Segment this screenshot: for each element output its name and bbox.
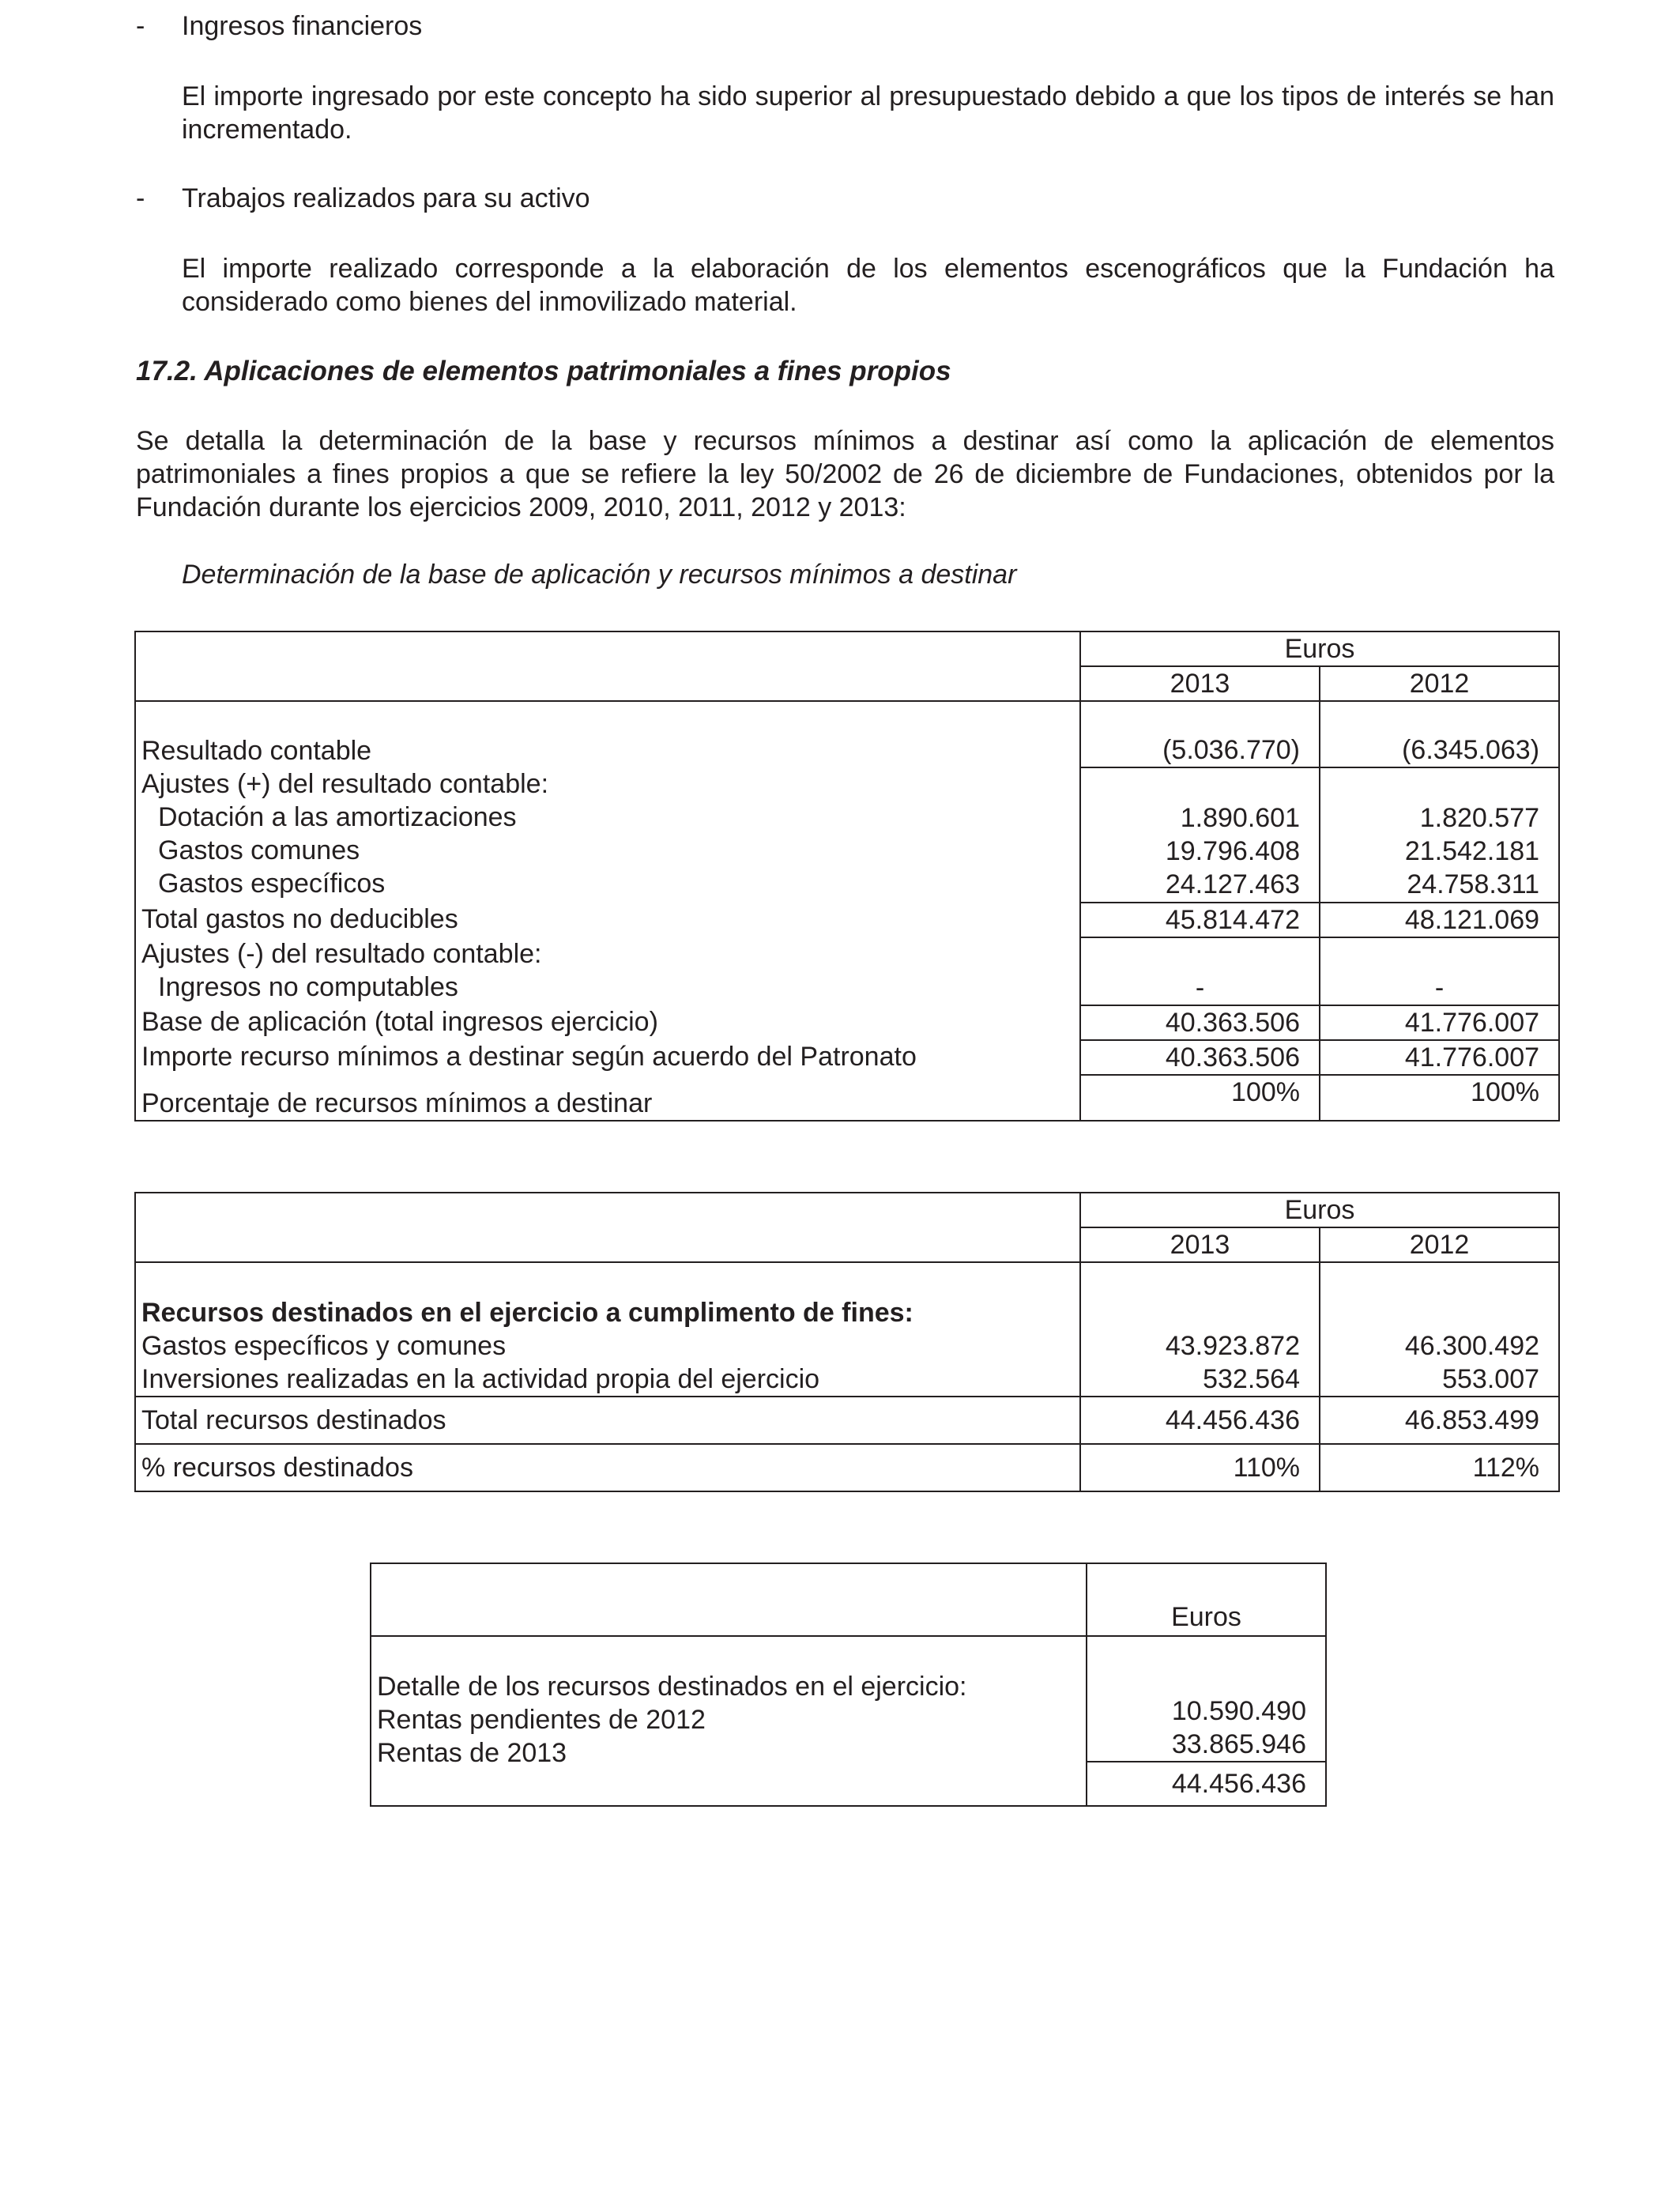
table-row: Porcentaje de recursos mínimos a destinar 100% 100% <box>135 1075 1559 1121</box>
table-row: Total recursos destinados 44.456.436 46.853.499 <box>135 1397 1559 1444</box>
table-row: Recursos destinados en el ejercicio a cumplimento de fines: Gastos específicos y comunes Inversiones realizadas en la actividad propia del ejercicio 43.923.872 532.564 46.300.492 553.007 <box>135 1262 1559 1397</box>
table-row: Importe recurso mínimos a destinar según acuerdo del Patronato 40.363.506 41.776.007 <box>135 1040 1559 1075</box>
table-row: Ajustes (+) del resultado contable: Dotación a las amortizaciones Gastos comunes Gastos específicos 1.890.601 19.796.408 24.127.463 1.820.577 21.542.181 24.758.311 <box>135 767 1559 903</box>
table2-header-year-2012: 2012 <box>1320 1227 1559 1262</box>
table-row: Resultado contable (5.036.770) (6.345.063) <box>135 701 1559 767</box>
table2-header-year-2013: 2013 <box>1080 1227 1320 1262</box>
bullet-title-ingresos: Ingresos financieros <box>182 11 423 41</box>
table-row: % recursos destinados 110% 112% <box>135 1444 1559 1491</box>
table3-header-currency: Euros <box>1087 1563 1326 1636</box>
section-paragraph: Se detalla la determinación de la base y recursos mínimos a destinar así como la aplicación de elementos patrimoniales a fines propios a que se refiere la ley 50/2002 de 26 de diciembre de Fundaciones, obtenidos por la Fundación durante los ejercicios 2009, 2010, 2011, 2012 y 2013: <box>136 426 1554 522</box>
table3-header-blank <box>371 1563 1087 1636</box>
section-subheading: Determinación de la base de aplicación y recursos mínimos a destinar <box>182 560 1017 590</box>
bullet-dash-1: - <box>136 11 145 41</box>
table1-header-blank <box>135 631 1080 701</box>
bullet-title-trabajos: Trabajos realizados para su activo <box>182 183 590 213</box>
table-row: Total gastos no deducibles 45.814.472 48.121.069 <box>135 903 1559 937</box>
table1-header-year-2013: 2013 <box>1080 666 1320 701</box>
table-recursos-destinados <box>134 1192 1560 1492</box>
table-row: Ajustes (-) del resultado contable: Ingresos no computables - - <box>135 937 1559 1005</box>
table2-header-blank <box>135 1193 1080 1262</box>
bullet-body-trabajos: El importe realizado corresponde a la elaboración de los elementos escenográficos que la Fundación ha considerado como bienes del inmovilizado material. <box>182 254 1554 317</box>
table-row: 44.456.436 <box>371 1762 1326 1806</box>
table1-header-year-2012: 2012 <box>1320 666 1559 701</box>
table1-header-currency: Euros <box>1080 631 1559 666</box>
bullet-body-ingresos: El importe ingresado por este concepto ha sido superior al presupuestado debido a que los tipos de interés se han incrementado. <box>182 81 1554 145</box>
table2-header-currency: Euros <box>1080 1193 1559 1227</box>
table-detalle-recursos <box>370 1563 1327 1807</box>
table-base-aplicacion <box>134 631 1560 1122</box>
table-row: Base de aplicación (total ingresos ejercicio) 40.363.506 41.776.007 <box>135 1005 1559 1040</box>
section-heading: 17.2. Aplicaciones de elementos patrimoniales a fines propios <box>136 356 951 386</box>
table-row: Detalle de los recursos destinados en el ejercicio: Rentas pendientes de 2012 Rentas de 2013 10.590.490 33.865.946 <box>371 1636 1326 1762</box>
bullet-dash-2: - <box>136 183 145 213</box>
